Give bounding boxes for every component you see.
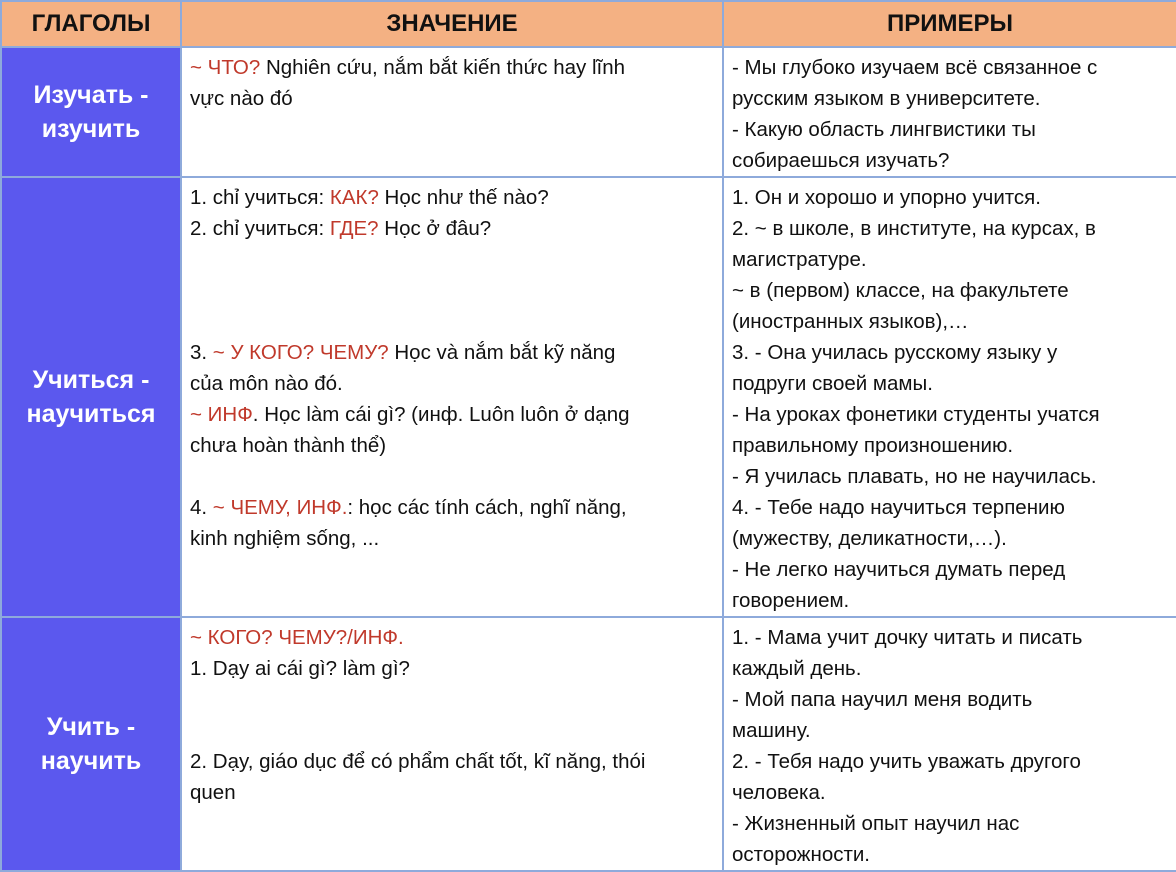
- verb-cell: [1, 177, 181, 617]
- case-marker: КАК?: [329, 186, 379, 209]
- header-verbs: ГЛАГОЛЫ: [1, 1, 181, 47]
- verb-line: Учиться -: [32, 366, 150, 394]
- example-line: 2. ~ в школе, в институте, на курсах, в: [732, 217, 1096, 240]
- meaning-line: chưa hoàn thành thể): [190, 434, 387, 457]
- examples-cell: [723, 177, 1176, 617]
- example-line: подруги своей мамы.: [732, 372, 933, 395]
- example-line: русским языком в университете.: [732, 87, 1041, 110]
- example-line: 1. Он и хорошо и упорно учится.: [732, 186, 1041, 209]
- example-line: собираешься изучать?: [732, 149, 950, 172]
- verb-line: научить: [40, 747, 142, 775]
- example-line: каждый день.: [732, 657, 862, 680]
- example-line: говорением.: [732, 589, 850, 612]
- case-marker: ~ ИНФ: [190, 403, 253, 426]
- case-marker: ~ ЧЕМУ, ИНФ.: [212, 496, 348, 519]
- example-line: (мужеству, деликатности,…).: [732, 527, 1007, 550]
- example-line: 4. - Тебе надо научиться терпению: [732, 496, 1065, 519]
- header-row: [1, 1, 1176, 47]
- example-line: осторожности.: [732, 843, 871, 866]
- meaning-cell: [181, 177, 723, 617]
- example-line: - Мой папа научил меня водить: [732, 688, 1033, 711]
- meaning-line: 1. chỉ учиться: КАК? Học như thế nào?: [190, 186, 549, 209]
- example-line: - Не легко научиться думать перед: [732, 558, 1066, 581]
- meaning-line: ~ ЧТО? Nghiên cứu, nắm bắt kiến thức hay lĩnh: [190, 56, 626, 79]
- examples-cell: [723, 47, 1176, 177]
- example-line: правильному произношению.: [732, 434, 1014, 457]
- meaning-cell: [181, 617, 723, 871]
- case-marker: ~ КОГО? ЧЕМУ?/ИНФ.: [190, 626, 404, 649]
- case-marker: ~ У КОГО? ЧЕМУ?: [212, 341, 389, 364]
- example-line: 3. - Она училась русскому языку у: [732, 341, 1058, 364]
- verb-line: Учить -: [46, 713, 136, 741]
- example-line: машину.: [732, 719, 811, 742]
- example-line: - Мы глубоко изучаем всё связанное с: [732, 56, 1098, 79]
- table-row: [1, 617, 1176, 871]
- meaning-line: của môn nào đó.: [190, 372, 343, 395]
- table-row: [1, 177, 1176, 617]
- meaning-line: 4. ~ ЧЕМУ, ИНФ.: học các tính cách, nghĩ năng,: [190, 496, 627, 519]
- table-row: [1, 47, 1176, 177]
- verb-cell: [1, 47, 181, 177]
- meaning-line: kinh nghiệm sống, ...: [190, 527, 380, 550]
- example-line: 1. - Мама учит дочку читать и писать: [732, 626, 1083, 649]
- meaning-line: quen: [190, 781, 236, 804]
- example-line: - Какую область лингвистики ты: [732, 118, 1036, 141]
- example-line: - Я училась плавать, но не научилась.: [732, 465, 1097, 488]
- example-line: человека.: [732, 781, 826, 804]
- case-marker: ГДЕ?: [329, 217, 379, 240]
- example-line: (иностранных языков),…: [732, 310, 969, 333]
- meaning-line: 2. chỉ учиться: ГДЕ? Học ở đâu?: [190, 217, 492, 240]
- example-line: магистратуре.: [732, 248, 867, 271]
- meaning-line: 1. Dạy ai cái gì? làm gì?: [190, 657, 410, 680]
- examples-cell: [723, 617, 1176, 871]
- meaning-line: ~ ИНФ. Học làm cái gì? (инф. Luôn luôn ở dạng: [190, 403, 630, 426]
- example-line: ~ в (первом) классе, на факультете: [732, 279, 1069, 302]
- meaning-line: 2. Dạy, giáo dục để có phẩm chất tốt, kĩ năng, thói: [190, 750, 646, 773]
- meaning-cell: [181, 47, 723, 177]
- meaning-line: 3. ~ У КОГО? ЧЕМУ? Học và nắm bắt kỹ năng: [190, 341, 616, 364]
- verb-line: Изучать -: [33, 81, 149, 109]
- header-meaning: ЗНАЧЕНИЕ: [181, 1, 723, 47]
- example-line: 2. - Тебя надо учить уважать другого: [732, 750, 1081, 773]
- example-line: - На уроках фонетики студенты учатся: [732, 403, 1100, 426]
- verb-cell: [1, 617, 181, 871]
- case-marker: ~ ЧТО?: [190, 56, 261, 79]
- example-line: - Жизненный опыт научил нас: [732, 812, 1020, 835]
- verb-line: изучить: [41, 115, 141, 143]
- meaning-line: vực nào đó: [190, 87, 293, 110]
- verb-line: научиться: [26, 400, 156, 428]
- header-examples: ПРИМЕРЫ: [723, 1, 1176, 47]
